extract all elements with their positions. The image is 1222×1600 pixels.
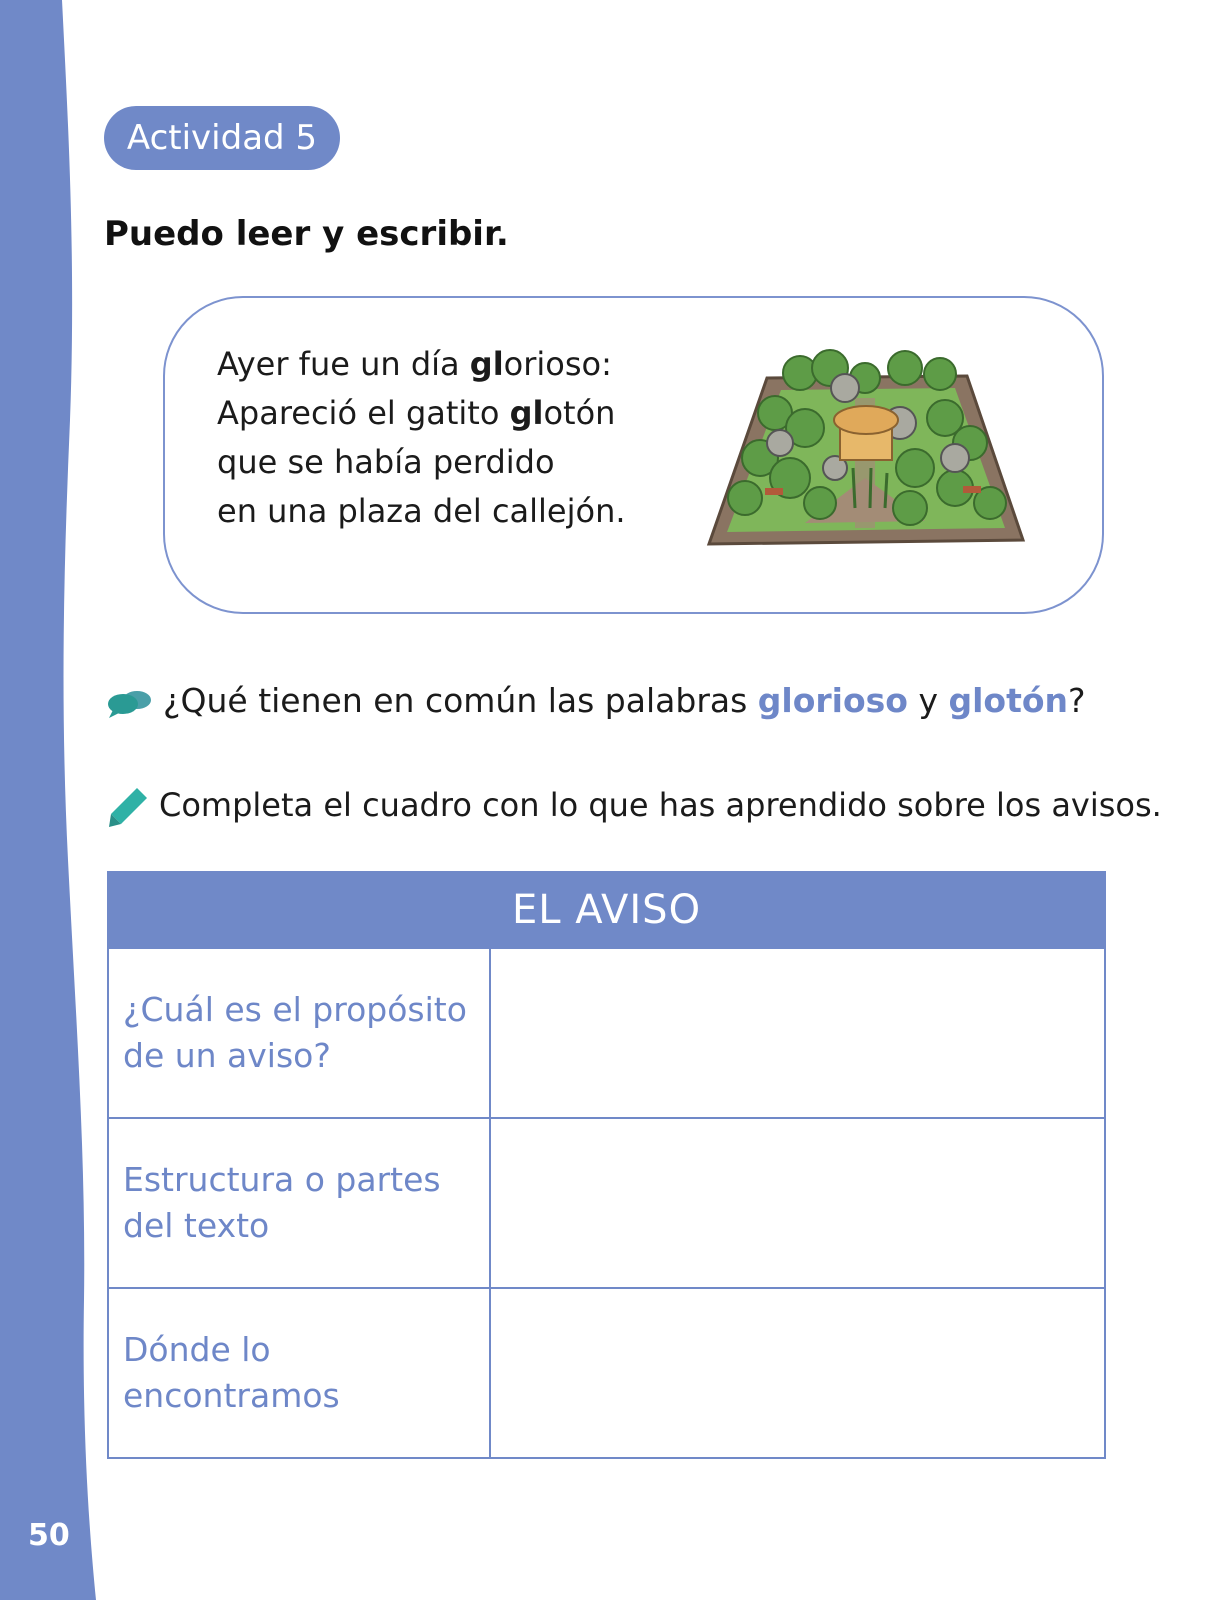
poem-text xyxy=(217,340,626,536)
activity-badge: Actividad 5 xyxy=(104,106,340,170)
row-label-location: Dónde lo encontramos xyxy=(108,1288,490,1458)
side-band xyxy=(0,0,110,1600)
discussion-question: ¿Qué tienen en común las palabras glorioso y glotón? xyxy=(107,676,1086,726)
aviso-table xyxy=(107,871,1106,1459)
highlight-word-gloton: glotón xyxy=(948,681,1069,720)
answer-cell-structure[interactable] xyxy=(490,1118,1105,1288)
poem-line: que se había perdido xyxy=(217,443,555,481)
table-row xyxy=(108,1118,1105,1288)
answer-cell-location[interactable] xyxy=(490,1288,1105,1458)
table-header: EL AVISO xyxy=(108,872,1105,948)
row-label-purpose: ¿Cuál es el propósito de un aviso? xyxy=(108,948,490,1118)
poem-line: Apareció el gatito glotón xyxy=(217,394,616,432)
poem-line: en una plaza del callejón. xyxy=(217,492,626,530)
poem-box xyxy=(163,296,1104,614)
page-heading: Puedo leer y escribir. xyxy=(104,214,509,254)
highlight-word-glorioso: glorioso xyxy=(757,681,908,720)
poem-line: Ayer fue un día glorioso: xyxy=(217,345,612,383)
answer-cell-purpose[interactable] xyxy=(490,948,1105,1118)
row-label-structure: Estructura o partes del texto xyxy=(108,1118,490,1288)
writing-instruction: Completa el cuadro con lo que has aprendido sobre los avisos. xyxy=(107,780,1162,830)
park-plaza-illustration xyxy=(705,328,1027,568)
table-row xyxy=(108,948,1105,1118)
table-row xyxy=(108,1288,1105,1458)
pencil-icon xyxy=(107,786,149,828)
speech-bubbles-icon xyxy=(107,688,153,718)
page-number: 50 xyxy=(28,1518,70,1553)
